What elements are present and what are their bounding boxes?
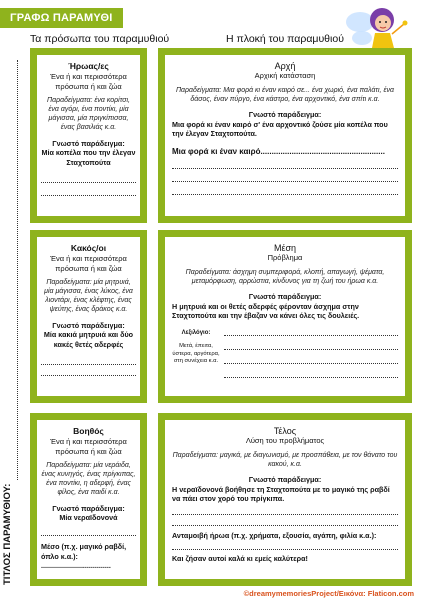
helper-examples: Παραδείγματα: μία νεράιδα, ένας κυνηγός, ένας πρίγκιπας, ένα ποντίκι, η αδερφή, ένας φίλος, ένα παιδί κ.α. [41,462,136,497]
copyright-credit: ©dreamymemoriesProject/Εικόνα: Flaticon.com [243,589,414,598]
vocab-label: Λεξιλόγιο: [181,329,211,336]
hero-desc: Ένα ή και περισσότερα πρόσωπα ή και ζώα [50,72,127,91]
helper-title: Βοηθός [73,426,104,436]
write-line[interactable] [172,549,398,550]
end-examples: Παραδείγματα: μαγικά, με διαγωνισμό, με προσπάθεια, με τον θάνατο του κακού, κ.α. [172,451,398,468]
start-subtitle: Αρχική κατάσταση [254,71,316,80]
villain-known-value: Μία κακιά μητρυιά και δύο κακές θετές αδερφές [43,330,134,349]
hero-card [30,48,147,223]
vocab-words: Μετά, έπειτα, ύστερα, αργότερα, στη συνέχεια κ.α. [172,343,220,365]
start-prompt[interactable]: Μια φορά κι έναν καιρό........................................................ [172,146,385,156]
helper-known-label: Γνωστό παράδειγμα: [52,503,125,513]
write-line[interactable] [41,375,136,376]
plot-start-card [158,48,412,223]
write-line[interactable] [172,525,398,526]
villain-known-label: Γνωστό παράδειγμα: [52,320,125,330]
villain-examples: Παραδείγματα: μία μητρυιά, μία μάγισσα, ένας λύκος, ένα λιοντάρι, ένας κλέφτης, ένας ψεύτης, ένας δράκος κ.α. [44,279,133,314]
plot-middle-card [158,230,412,403]
story-title-label: ΤΙΤΛΟΣ ΠΑΡΑΜΥΘΙΟΥ: [2,483,13,585]
start-title: Αρχή [274,61,296,71]
write-line[interactable] [41,535,136,536]
end-known-label: Γνωστό παράδειγμα: [248,474,322,484]
hero-known-label: Γνωστό παράδειγμα: [52,138,125,148]
middle-known-value: Η μητρυιά και οι θετές αδερφές φέρονταν άσχημα στην Σταχτοπούτα και την έβαζαν να κάνει όλες τις δουλειές. [172,301,360,321]
write-line[interactable] [172,194,398,195]
worksheet-banner: ΓΡΑΦΩ ΠΑΡΑΜΥΘΙ [0,8,123,28]
start-examples: Παραδείγματα: Μια φορά κι έναν καιρό σε... ένα χωριό, ένα παλάτι, ένα δάσος, έναν πύργο, ένα κάστρο, ένα αρχοντικό, ένα σπίτι κ.α. [175,86,395,103]
write-line[interactable] [41,195,136,196]
hero-known-value: Μία κοπέλα που την έλεγαν Σταχτοπούτα [41,148,136,167]
helper-card [30,413,147,586]
helper-item-prompt[interactable]: Μέσο (π.χ. μαγικό ραβδί, όπλο κ.α.): ................................... [41,542,127,571]
middle-examples: Παραδείγματα: άσχημη συμπεριφορά, κλοπή, απαγωγή, ψέματα, μεταμόρφωση, αρρώστια, κίνδυνος για τη ζωή του ήρωα κ.α. [185,268,385,285]
write-line[interactable] [172,514,398,515]
middle-title: Μέση [273,243,297,253]
write-line[interactable] [41,182,136,183]
write-line[interactable] [172,168,398,169]
write-line[interactable] [172,181,398,182]
title-writing-line [17,60,19,480]
write-line[interactable] [224,335,398,336]
start-known-value: Μια φορά κι έναν καιρό σ' ένα αρχοντικό ζούσε μία κοπέλα που την έλεγαν Σταχτοπούτα. [172,119,388,139]
middle-subtitle: Πρόβλημα [267,253,303,262]
villain-desc: Ένα ή και περισσότερα πρόσωπα ή και ζώα [50,254,127,273]
characters-heading: Τα πρόσωπα του παραμυθιού [30,33,170,45]
hero-examples: Παραδείγματα: ένα κορίτσι, ένα αγόρι, ένα ποντίκι, μία μάγισσα, μία πριγκίπισσα, ένας βασιλιάς κ.α. [47,97,130,132]
write-line[interactable] [224,377,398,378]
write-line[interactable] [41,364,136,365]
end-title: Τέλος [273,426,297,436]
middle-known-label: Γνωστό παράδειγμα: [248,291,322,301]
helper-desc: Ένα ή και περισσότερα πρόσωπα ή και ζώα [50,437,127,456]
write-line[interactable] [224,349,398,350]
villain-card [30,230,147,403]
plot-heading: Η πλοκή του παραμυθιού [226,33,344,45]
write-line[interactable] [224,363,398,364]
villain-title: Κακός/οι [70,243,107,253]
plot-end-card [158,413,412,586]
end-subtitle: Λύση του προβλήματος [245,436,325,445]
helper-known-value: Μία νεραϊδονονά [59,513,118,523]
hero-title: Ήρωας/ες [68,61,109,71]
reward-prompt[interactable]: Ανταμοιβή ήρωα (π.χ. χρήματα, εξουσία, αγάπη, φιλία κ.α.): [172,530,377,540]
end-known-value: Η νεραϊδονονά βοήθησε τη Σταχτοπούτα με το μαγικό της ραβδί να πάει στον χορό του πρίγκιπα. [172,484,390,504]
closing-line: Και ζήσαν αυτοί καλά κι εμείς καλύτερα! [172,553,308,563]
start-known-label: Γνωστό παράδειγμα: [248,109,322,119]
